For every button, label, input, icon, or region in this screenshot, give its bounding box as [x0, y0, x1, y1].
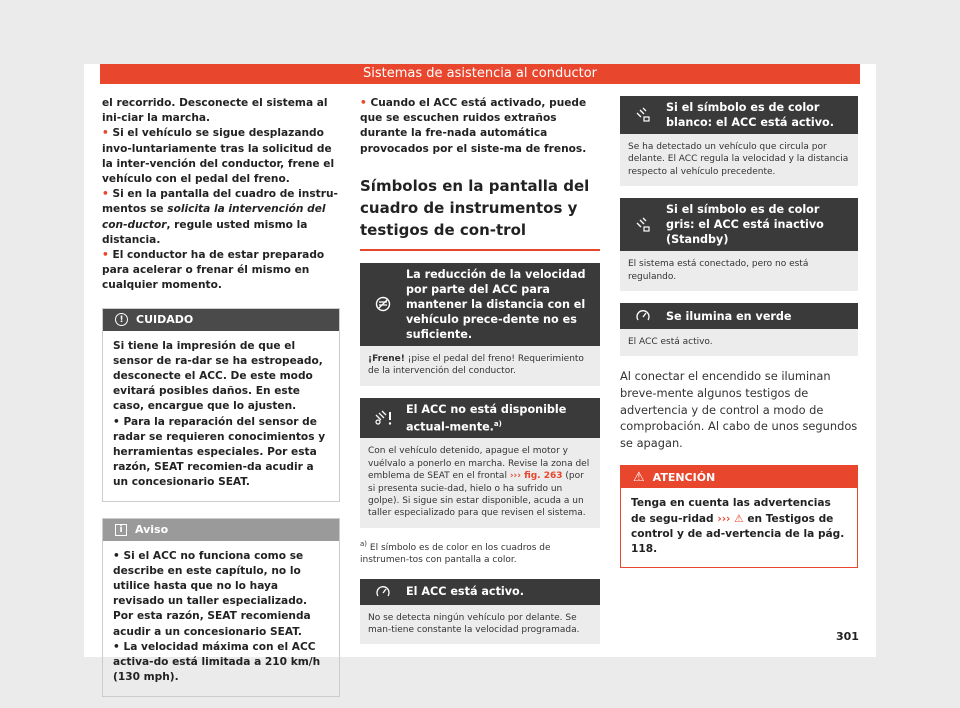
info-circle-icon: !: [115, 313, 128, 326]
list-item: • La velocidad máxima con el ACC activa-do está limitada a 210 km/h (130 mph).: [113, 640, 321, 684]
acc-vehicle-detected-icon: [620, 107, 666, 123]
symbol-header: Se ilumina en verde: [620, 303, 858, 329]
paragraph: Al conectar el encendido se iluminan breve-mente algunos testigos de advertencia y de control a modo de comprobación. Al cabo de unos segundos se apagan.: [620, 369, 858, 450]
warning-triangle-icon: ⚠: [734, 512, 744, 525]
symbol-entry: [620, 303, 858, 356]
warning-triangle-icon: ⚠: [633, 469, 645, 485]
acc-active-icon: [360, 585, 406, 599]
symbol-entry: [360, 579, 600, 645]
chapter-header: Sistemas de asistencia al conductor: [100, 64, 860, 84]
footnote: $^{a)}$ El símbolo es de color en los cuadros de instrumen-tos con pantalla a color.: [360, 539, 551, 566]
atencion-body: Tenga en cuenta las advertencias de segu-ridad ››› ⚠ en Testigos de control y de ad-vertencia de la pág. 118.: [631, 497, 845, 556]
cuidado-body: Si tiene la impresión de que el sensor de ra-dar se ha estropeado, desconecte el ACC. De este modo evitará posibles daños. En este caso, encargue que lo ajusten. • Para la reparación del sensor de radar se requieren conocimientos y herramientas especiales. Por esta razón, SEAT recomien-da acudir a un concesionario SEAT.: [103, 331, 339, 501]
paragraph: el recorrido. Desconecte el sistema al ini-ciar la marcha.: [102, 97, 328, 125]
list-item: • Para la reparación del sensor de radar se requieren conocimientos y herramientas especiales. Por esta razón, SEAT recomien-da acudir a un concesionario SEAT.: [113, 415, 326, 489]
list-item: • El conductor ha de estar preparado para acelerar o frenar él mismo en cualquier momento.: [102, 249, 325, 292]
cuidado-box: [102, 308, 340, 502]
column-2: [360, 96, 600, 644]
list-item: • Si en la pantalla del cuadro de instru-mentos se solicita la intervención del con-ductor, regule usted mismo la distancia.: [102, 188, 338, 246]
symbol-description: Se ha detectado un vehículo que circula por delante. El ACC regula la velocidad y la distancia respecto al vehículo precedente.: [620, 134, 858, 186]
column-1: [102, 96, 340, 697]
reference-link[interactable]: ›››: [717, 512, 731, 525]
symbol-entry: [620, 96, 858, 186]
page-number: 301: [836, 630, 859, 643]
aviso-header: i Aviso: [103, 519, 339, 541]
aviso-body: [103, 541, 339, 696]
symbol-entry: [360, 263, 600, 386]
symbol-entry: [620, 198, 858, 291]
symbol-entry: [360, 398, 600, 528]
list-item: • Si el vehículo se sigue desplazando invo-luntariamente tras la solicitud de la inter-vención del conductor, frene el vehículo con el pedal del freno.: [102, 127, 335, 186]
symbol-header: Si el símbolo es de color blanco: el ACC está activo.: [620, 96, 858, 134]
aviso-box: [102, 518, 340, 697]
cuidado-header: ! CUIDADO: [103, 309, 339, 331]
figure-link[interactable]: ››› fig. 263: [509, 471, 563, 482]
symbol-header: La reducción de la velocidad por parte del ACC para mantener la distancia con el vehículo prece-dente no es suficiente.: [360, 263, 600, 346]
acc-brake-icon: [360, 296, 406, 312]
acc-unavailable-icon: [360, 410, 406, 426]
atencion-box: [620, 465, 858, 568]
info-icon: i: [115, 524, 127, 536]
symbol-description: El sistema está conectado, pero no está regulando.: [620, 251, 858, 291]
symbol-description: ¡Frene! ¡pise el pedal del freno! Requerimiento de la intervención del conductor.: [360, 346, 600, 386]
symbol-description: No se detecta ningún vehículo por delante. Se man-tiene constante la velocidad programada.: [360, 605, 600, 645]
column-3: [620, 96, 858, 568]
list-item: • Si el ACC no funciona como se describe en este capítulo, no lo utilice hasta que no lo haya revisado un taller especializado. Por esta razón, SEAT recomienda acudir a un concesionario SEAT.: [113, 549, 311, 638]
atencion-header: ⚠ ATENCIÓN: [621, 466, 857, 488]
list-item: • Cuando el ACC está activado, puede que se escuchen ruidos extraños durante la fre-nada automática provocados por el siste-ma de frenos.: [360, 97, 587, 155]
speedometer-icon: [620, 309, 666, 323]
symbol-description: Con el vehículo detenido, apague el motor y vuélvalo a ponerlo en marcha. Revise la zona del emblema de SEAT en el frontal ››› fig. 263 (por si presenta sucie-dad, hielo o ha sufrido un golpe). Si sigue sin estar disponible, acuda a un taller especializado para que revisen el sistema.: [360, 438, 600, 527]
section-title: Símbolos en la pantalla del cuadro de instrumentos y testigos de con-trol: [360, 175, 600, 251]
acc-standby-icon: [620, 217, 666, 233]
symbol-header: Si el símbolo es de color gris: el ACC está inactivo (Standby): [620, 198, 858, 251]
symbol-header: El ACC no está disponible actual-mente.$^{a)}$: [360, 398, 600, 439]
symbol-description: El ACC está activo.: [620, 329, 858, 356]
symbol-header: El ACC está activo.: [360, 579, 600, 605]
